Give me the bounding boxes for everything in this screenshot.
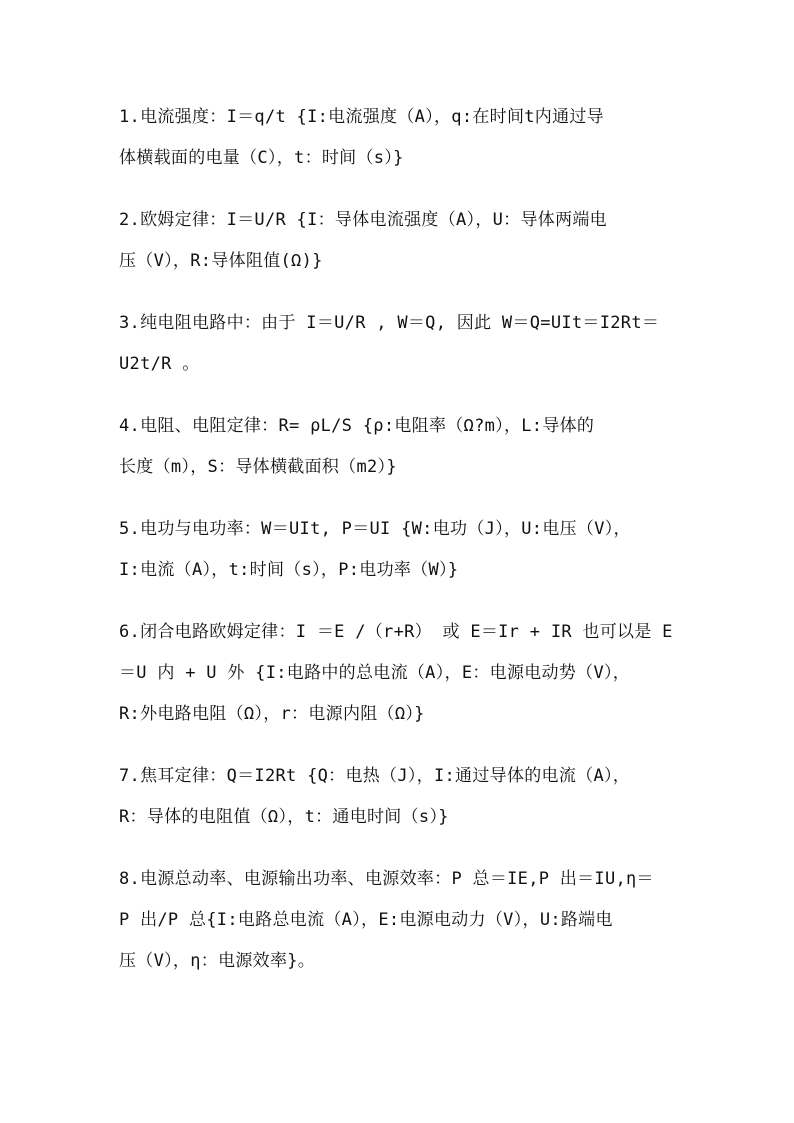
formula-line: 压（V），η：电源效率}。 [119,951,316,971]
formula-line: 长度（m），S：导体横截面积（m2）} [119,457,397,477]
formula-line: 5.电功与电功率：W＝UIt, P＝UI {W:电功（J），U:电压（V）， [119,519,631,539]
formula-line: 压（V），R:导体阻值(Ω)} [119,251,323,271]
formula-line: 3.纯电阻电路中：由于 I＝U/R , W＝Q, 因此 W＝Q=UIt＝I2Rt＝ [119,313,660,333]
formula-line: 4.电阻、电阻定律：R= ρL/S {ρ:电阻率（Ω?m），L:导体的 [119,416,595,436]
formula-line: 6.闭合电路欧姆定律：I ＝E /（r+R） 或 E＝Ir + IR 也可以是 E [119,622,673,642]
formula-line: P 出/P 总{I:电路总电流（A），E:电源电动力（V），U:路端电 [119,910,613,930]
formula-line: ＝U 内 + U 外 {I:电路中的总电流（A），E：电源电动势（V）， [119,663,631,683]
formula-item-joule-law [119,756,694,838]
formula-line: R：导体的电阻值（Ω），t：通电时间（s）} [119,807,449,827]
formula-line: U2t/R 。 [119,354,200,374]
formula-line: 1.电流强度：I＝q/t {I:电流强度（A），q:在时间t内通过导 [119,107,604,127]
formula-item-resistance-law [119,406,694,488]
formula-item-current [119,97,694,179]
formula-list [119,97,694,1003]
formula-line: 体横载面的电量（C），t：时间（s）} [119,148,404,168]
formula-line: 8.电源总动率、电源输出功率、电源效率：P 总＝IE,P 出＝IU,η＝ [119,869,654,889]
formula-item-closed-circuit [119,612,694,735]
formula-item-source-efficiency [119,859,694,982]
formula-line: I:电流（A），t:时间（s），P:电功率（W）} [119,560,459,580]
formula-item-power [119,509,694,591]
formula-item-ohms-law [119,200,694,282]
formula-line: 2.欧姆定律：I＝U/R {I：导体电流强度（A），U：导体两端电 [119,210,607,230]
formula-line: 7.焦耳定律：Q＝I2Rt {Q：电热（J），I:通过导体的电流（A）， [119,766,631,786]
formula-line: R:外电路电阻（Ω），r：电源内阻（Ω）} [119,704,425,724]
formula-item-pure-resistance [119,303,694,385]
